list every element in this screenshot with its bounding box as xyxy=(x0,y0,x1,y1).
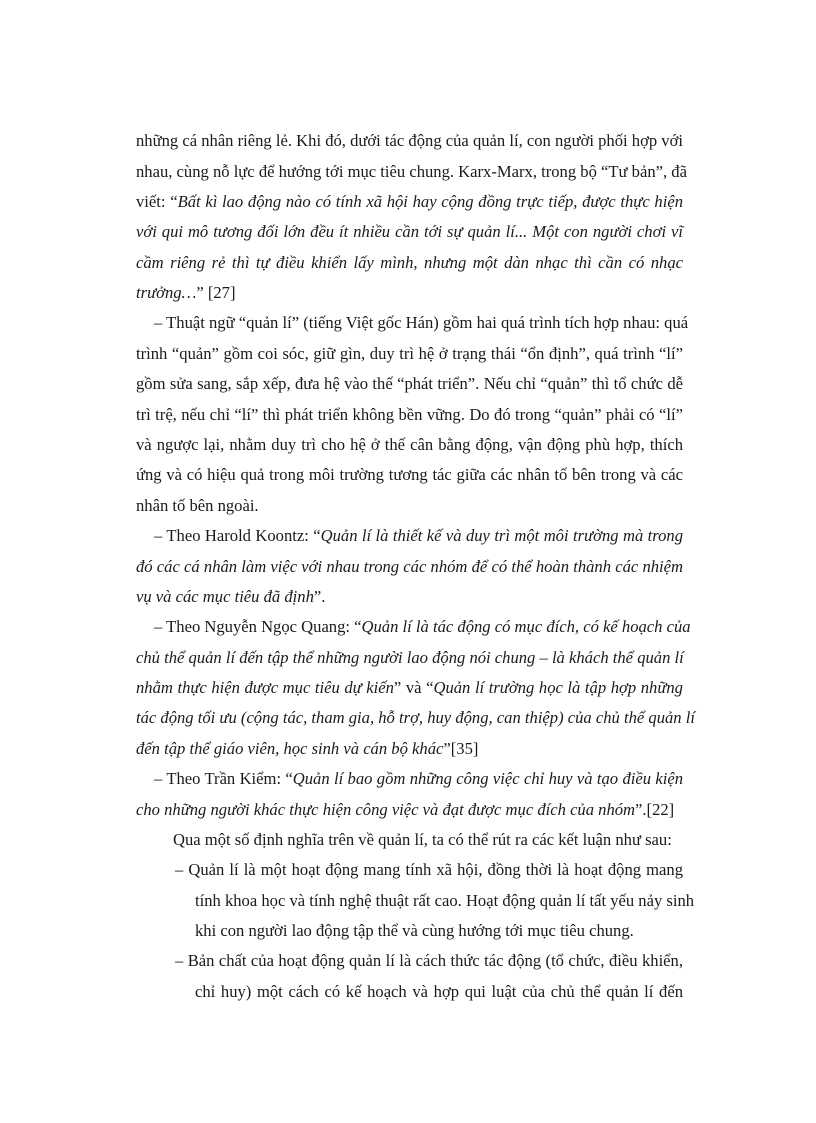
italic-quote-segment: Quản lí bao gồm những công việc chỉ huy và tạo điều kiện xyxy=(292,769,683,788)
text-segment: ”.[22] xyxy=(635,800,675,819)
italic-quote-segment: Quản lí là tác động có mục đích, có kế hoạch của xyxy=(361,617,691,636)
italic-quote-segment: trưởng… xyxy=(136,283,197,302)
italic-quote-segment: đến tập thể giáo viên, học sinh và cán bộ khác xyxy=(136,739,444,758)
text-segment: tính khoa học và tính nghệ thuật rất cao. Hoạt động quản lí tất yếu nảy sinh xyxy=(195,891,695,910)
text-line xyxy=(136,496,683,516)
text-line xyxy=(136,374,683,394)
text-line xyxy=(136,405,683,425)
text-line xyxy=(136,222,683,242)
text-line xyxy=(136,283,683,303)
text-segment: Qua một số định nghĩa trên về quản lí, ta có thể rút ra các kết luận như sau: xyxy=(173,830,672,849)
text-line xyxy=(136,557,683,577)
text-segment: nhân tố bên ngoài. xyxy=(136,496,259,515)
text-segment: khi con người lao động tập thể và cùng hướng tới mục tiêu chung. xyxy=(195,921,634,940)
text-segment: ”. xyxy=(313,587,326,606)
text-line xyxy=(136,131,683,151)
text-segment: – Theo Harold Koontz: “ xyxy=(154,526,321,545)
text-segment: nhau, cùng nỗ lực để hướng tới mục tiêu chung. Karx-Marx, trong bộ “Tư bản”, đã xyxy=(136,162,687,181)
text-segment: – Theo Trần Kiểm: “ xyxy=(154,769,293,788)
text-line xyxy=(136,192,683,212)
italic-quote-segment: Bất kì lao động nào có tính xã hội hay cộng đồng trực tiếp, được thực hiện xyxy=(177,192,683,211)
text-segment: – Theo Nguyễn Ngọc Quang: “ xyxy=(154,617,362,636)
text-line xyxy=(195,982,683,1002)
italic-quote-segment: đó các cá nhân làm việc với nhau trong các nhóm để có thể hoàn thành các nhiệm xyxy=(136,557,683,576)
text-line xyxy=(136,162,687,182)
text-line xyxy=(136,253,683,273)
italic-quote-segment: Quản lí trường học là tập hợp những xyxy=(433,678,683,697)
italic-quote-segment: nhằm thực hiện được mục tiêu dự kiến xyxy=(136,678,394,697)
text-line xyxy=(136,678,683,698)
italic-quote-segment: chủ thể quản lí đến tập thể những người lao động nói chung – là khách thể quản lí xyxy=(136,648,684,667)
text-segment: ”[35] xyxy=(443,739,479,758)
text-line xyxy=(195,891,695,911)
text-line xyxy=(136,587,683,607)
text-line xyxy=(154,617,691,637)
text-line xyxy=(175,951,683,971)
text-segment: trì trệ, nếu chỉ “lí” thì phát triển không bền vững. Do đó trong “quản” phải có “lí” xyxy=(136,405,683,424)
text-line xyxy=(154,313,689,333)
text-line xyxy=(136,344,683,364)
text-line xyxy=(136,435,683,455)
text-segment: chỉ huy) một cách có kế hoạch và hợp qui luật của chủ thể quản lí đến xyxy=(195,982,683,1001)
text-line xyxy=(136,800,683,820)
text-line xyxy=(154,526,683,546)
text-segment: – Bản chất của hoạt động quản lí là cách thức tác động (tổ chức, điều khiển, xyxy=(175,951,683,970)
text-segment: ” [27] xyxy=(196,283,236,302)
text-line xyxy=(136,465,683,485)
italic-quote-segment: với qui mô tương đối lớn đều ít nhiều cần tới sự quản lí... Một con người chơi vĩ xyxy=(136,222,683,241)
text-line xyxy=(154,769,683,789)
italic-quote-segment: tác động tối ưu (cộng tác, tham gia, hỗ trợ, huy động, can thiệp) của chủ thể quản lí xyxy=(136,708,695,727)
italic-quote-segment: cầm riêng rẻ thì tự điều khiển lấy mình, nhưng một dàn nhạc thì cần có nhạc xyxy=(136,253,683,272)
text-segment: ” và “ xyxy=(393,678,434,697)
text-segment: gồm sửa sang, sắp xếp, đưa hệ vào thế “phát triển”. Nếu chỉ “quản” thì tổ chức dễ xyxy=(136,374,683,393)
text-segment: và ngược lại, nhằm duy trì cho hệ ở thế cân bằng động, vận động phù hợp, thích xyxy=(136,435,683,454)
text-segment: trình “quản” gồm coi sóc, giữ gìn, duy trì hệ ở trạng thái “ổn định”, quá trình “lí” xyxy=(136,344,683,363)
text-line xyxy=(175,860,683,880)
text-line xyxy=(136,708,695,728)
text-segment: – Quản lí là một hoạt động mang tính xã hội, đồng thời là hoạt động mang xyxy=(175,860,683,879)
text-line xyxy=(173,830,683,850)
italic-quote-segment: vụ và các mục tiêu đã định xyxy=(136,587,314,606)
text-line xyxy=(136,648,683,668)
italic-quote-segment: Quản lí là thiết kế và duy trì một môi trường mà trong xyxy=(320,526,683,545)
text-segment: viết: “ xyxy=(136,192,178,211)
text-segment: – Thuật ngữ “quản lí” (tiếng Việt gốc Hán) gồm hai quá trình tích hợp nhau: quá xyxy=(154,313,689,332)
text-segment: những cá nhân riêng lẻ. Khi đó, dưới tác động của quản lí, con người phối hợp với xyxy=(136,131,683,150)
italic-quote-segment: cho những người khác thực hiện công việc và đạt được mục đích của nhóm xyxy=(136,800,636,819)
text-segment: ứng và có hiệu quả trong môi trường tương tác giữa các nhân tố bên trong và các xyxy=(136,465,683,484)
text-line xyxy=(136,739,683,759)
text-line xyxy=(195,921,683,941)
